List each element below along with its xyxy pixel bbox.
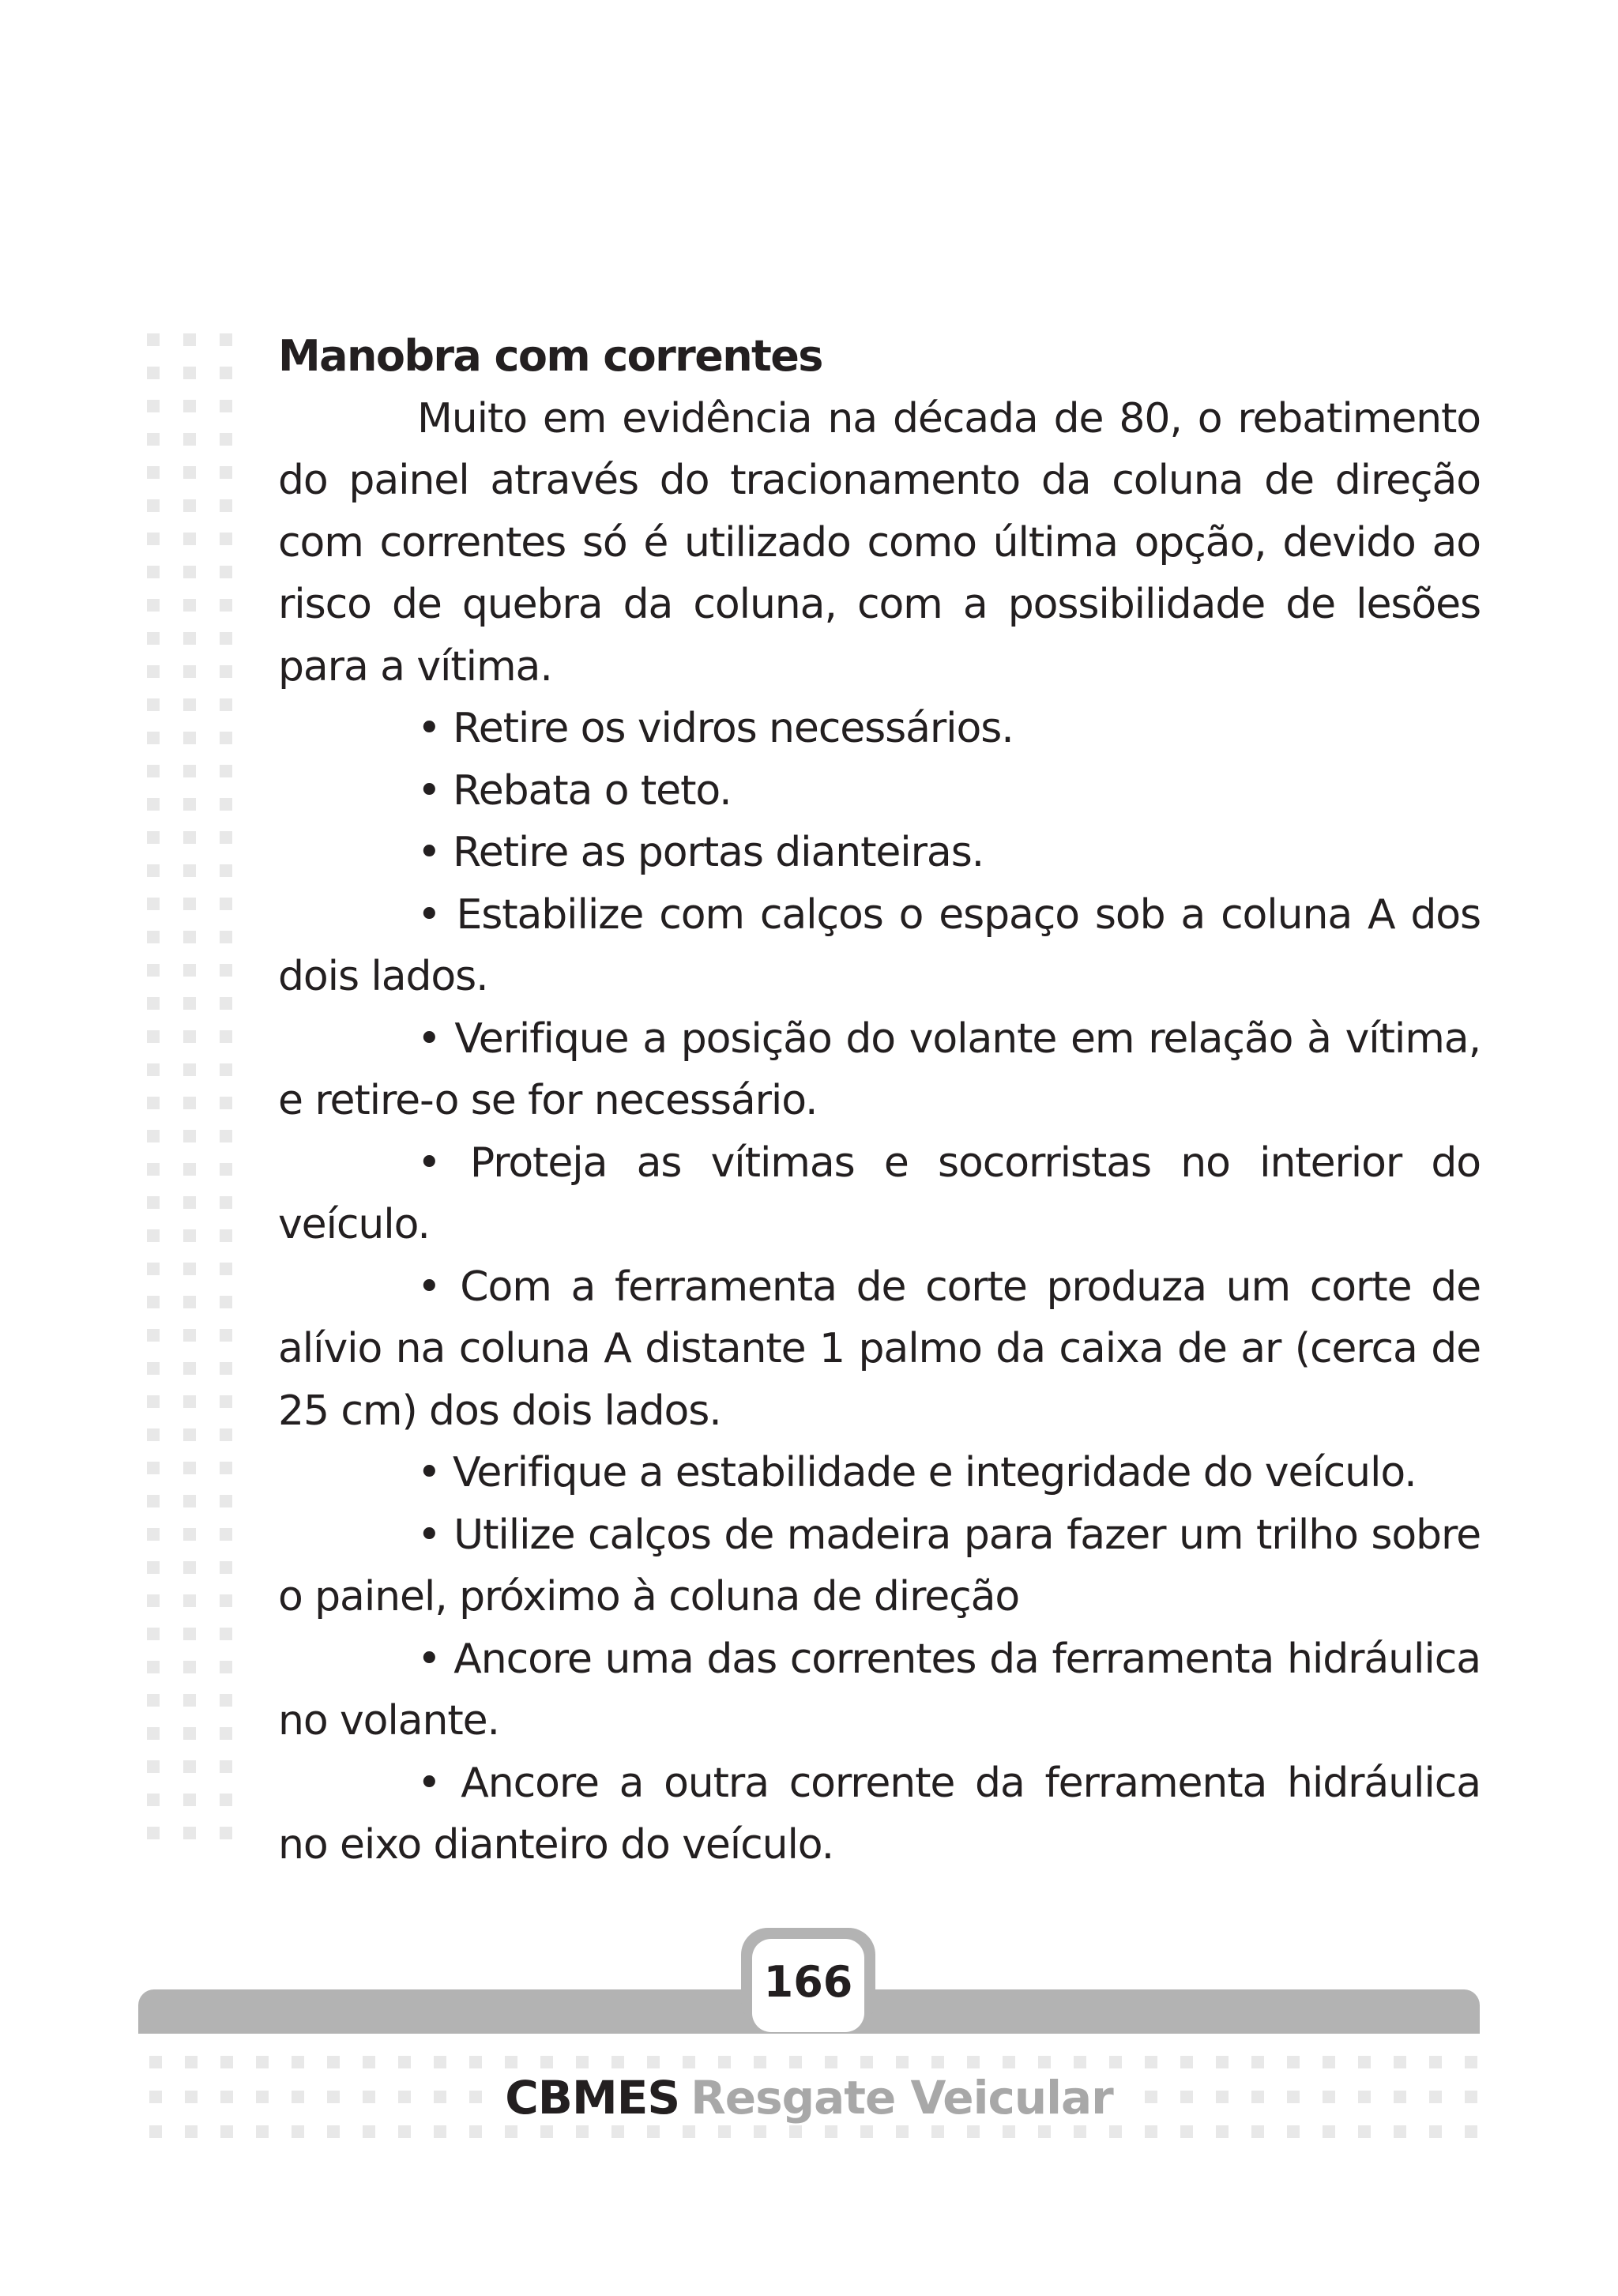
decor-square — [220, 333, 232, 346]
decor-square — [147, 1030, 160, 1043]
decor-square — [220, 765, 232, 777]
decor-square — [183, 1329, 196, 1342]
decor-square — [1251, 2056, 1264, 2068]
decor-square — [147, 1395, 160, 1408]
decor-square — [469, 2056, 482, 2068]
decor-square — [220, 831, 232, 844]
decor-square — [718, 2125, 731, 2138]
decor-square — [147, 1163, 160, 1176]
decor-square — [220, 1628, 232, 1640]
decor-square — [505, 2125, 517, 2138]
decor-square — [1145, 2056, 1157, 2068]
decor-square — [1465, 2056, 1477, 2068]
step-item: • Estabilize com calços o espaço sob a coluna A dos dois lados. — [278, 890, 1481, 1000]
decor-square — [147, 367, 160, 379]
step-item: • Retire os vidros necessários. — [417, 705, 1014, 752]
decor-square — [183, 1694, 196, 1707]
decor-square — [220, 1661, 232, 1673]
decor-square — [183, 1594, 196, 1607]
decor-square — [147, 1661, 160, 1673]
decor-square — [647, 2125, 660, 2138]
decor-square — [147, 1196, 160, 1209]
decor-square — [1251, 2125, 1264, 2138]
decor-square — [147, 1827, 160, 1839]
decor-square — [292, 2056, 304, 2068]
page-number: 166 — [752, 1939, 864, 2032]
decor-square — [540, 2125, 553, 2138]
decor-square — [220, 499, 232, 512]
decor-square — [147, 1760, 160, 1773]
decor-square — [183, 931, 196, 943]
decor-square — [220, 1561, 232, 1574]
decor-square — [1003, 2056, 1015, 2068]
decor-square — [789, 2125, 802, 2138]
decor-square — [1074, 2056, 1086, 2068]
decor-square — [183, 1030, 196, 1043]
decor-square — [220, 1827, 232, 1839]
decor-square — [147, 1229, 160, 1242]
decor-square — [183, 1528, 196, 1541]
decor-square — [147, 1362, 160, 1375]
decor-square — [147, 732, 160, 744]
decor-square — [1358, 2056, 1371, 2068]
decor-square — [220, 1030, 232, 1043]
footer-brand: CBMES — [505, 2071, 680, 2125]
decor-square — [1216, 2056, 1229, 2068]
footer-title-wrap — [491, 2070, 1127, 2125]
decor-square — [220, 566, 232, 578]
decor-square — [147, 1495, 160, 1507]
decor-square — [147, 1528, 160, 1541]
decor-square — [220, 2125, 233, 2138]
decor-square — [183, 566, 196, 578]
decor-square — [147, 1063, 160, 1076]
decor-square — [183, 599, 196, 612]
decor-square — [967, 2125, 980, 2138]
decor-square — [183, 732, 196, 744]
decor-square — [825, 2056, 837, 2068]
decor-square — [183, 1462, 196, 1474]
decor-square — [147, 1794, 160, 1806]
decor-square — [860, 2125, 873, 2138]
decor-square — [611, 2056, 624, 2068]
decor-square — [147, 1097, 160, 1109]
decor-square — [220, 2056, 233, 2068]
decor-square — [220, 698, 232, 711]
decor-square — [220, 1329, 232, 1342]
decor-square — [1180, 2125, 1193, 2138]
step-item: • Verifique a estabilidade e integridade do veículo. — [417, 1449, 1417, 1496]
decor-square — [1038, 2056, 1051, 2068]
decor-square — [147, 632, 160, 645]
decor-square — [220, 1130, 232, 1142]
decor-square — [1109, 2125, 1122, 2138]
decor-square — [147, 499, 160, 512]
decor-square — [220, 433, 232, 446]
decor-square — [147, 1462, 160, 1474]
decor-square — [183, 367, 196, 379]
decor-square — [220, 533, 232, 545]
decor-square — [1180, 2056, 1193, 2068]
decor-square — [183, 831, 196, 844]
decor-square — [220, 1163, 232, 1176]
decor-square — [220, 1395, 232, 1408]
decor-square — [183, 1628, 196, 1640]
intro-paragraph: Muito em evidência na década de 80, o rebatimento do painel através do tracionamento da coluna de direção com correntes só é utilizado como última opção, devido ao risco de quebra da coluna, com a possibilidade de lesões para a vítima. — [278, 394, 1481, 691]
decor-square — [183, 1163, 196, 1176]
decor-square — [183, 1229, 196, 1242]
decor-square — [183, 433, 196, 446]
decor-square — [896, 2056, 909, 2068]
decor-square — [183, 1561, 196, 1574]
decor-square — [789, 2056, 802, 2068]
step-item: • Rebata o teto. — [417, 766, 732, 815]
decor-square — [183, 665, 196, 678]
decor-square — [149, 2056, 162, 2068]
decor-square — [220, 1462, 232, 1474]
decor-square — [147, 466, 160, 479]
decor-square — [220, 367, 232, 379]
decor-square — [147, 533, 160, 545]
decor-square — [220, 1727, 232, 1740]
decor-square — [1038, 2125, 1051, 2138]
decor-square — [147, 864, 160, 877]
decor-square — [183, 1428, 196, 1441]
decor-square — [363, 2056, 375, 2068]
step-item: • Utilize calços de madeira para fazer um trilho sobre o painel, próximo à coluna de direção — [278, 1511, 1481, 1620]
decor-square — [147, 1561, 160, 1574]
decor-square — [220, 1428, 232, 1441]
decor-square — [1429, 2056, 1442, 2068]
decor-square — [220, 400, 232, 412]
section-heading: Manobra com correntes — [278, 331, 822, 381]
decor-square — [183, 400, 196, 412]
decor-square — [147, 333, 160, 346]
decor-square — [469, 2125, 482, 2138]
decor-square — [183, 1760, 196, 1773]
decor-square — [220, 1528, 232, 1541]
decor-square — [183, 798, 196, 811]
decor-square — [220, 1263, 232, 1275]
decor-square — [220, 798, 232, 811]
decor-square — [220, 732, 232, 744]
decor-square — [754, 2056, 766, 2068]
decor-square — [183, 1130, 196, 1142]
decor-square — [147, 898, 160, 910]
decor-square — [147, 1428, 160, 1441]
decor-square — [576, 2056, 589, 2068]
decor-square — [220, 1495, 232, 1507]
decor-square — [434, 2056, 446, 2068]
decor-square — [1323, 2056, 1335, 2068]
decor-square — [147, 400, 160, 412]
decor-square — [183, 632, 196, 645]
decor-square — [1074, 2125, 1086, 2138]
decor-square — [256, 2056, 269, 2068]
decor-square — [967, 2056, 980, 2068]
decor-square — [860, 2056, 873, 2068]
decor-square — [220, 1063, 232, 1076]
decor-square — [147, 1130, 160, 1142]
decor-square — [183, 698, 196, 711]
decor-square — [1394, 2125, 1406, 2138]
decor-square — [1323, 2125, 1335, 2138]
step-item: • Retire as portas dianteiras. — [417, 829, 984, 876]
decor-square — [825, 2125, 837, 2138]
decor-square — [183, 1395, 196, 1408]
decor-square — [220, 1594, 232, 1607]
decor-square — [398, 2056, 411, 2068]
decor-square — [183, 997, 196, 1010]
decor-square — [1287, 2125, 1300, 2138]
decor-square — [183, 765, 196, 777]
decor-square — [147, 566, 160, 578]
decor-square — [1358, 2125, 1371, 2138]
decor-square — [147, 831, 160, 844]
decor-square — [1216, 2125, 1229, 2138]
decor-square — [183, 1362, 196, 1375]
decor-square — [220, 1296, 232, 1308]
decor-square — [147, 765, 160, 777]
decor-square — [147, 1263, 160, 1275]
decor-square — [183, 964, 196, 977]
decor-square — [147, 1628, 160, 1640]
decor-square — [220, 1097, 232, 1109]
decor-square — [1287, 2056, 1300, 2068]
decor-square — [183, 864, 196, 877]
decor-square — [220, 997, 232, 1010]
decor-square — [147, 798, 160, 811]
decor-square — [220, 665, 232, 678]
decor-square — [147, 665, 160, 678]
decor-square — [256, 2125, 269, 2138]
decor-square — [183, 1263, 196, 1275]
decor-square — [147, 698, 160, 711]
decor-square — [931, 2056, 944, 2068]
decor-square — [183, 1727, 196, 1740]
decor-square — [183, 1097, 196, 1109]
decor-square — [147, 1727, 160, 1740]
decor-square — [1145, 2125, 1157, 2138]
step-item: • Ancore uma das correntes da ferramenta hidráulica no volante. — [278, 1635, 1481, 1745]
decor-square — [220, 898, 232, 910]
left-margin-decoration — [144, 333, 246, 1866]
decor-square — [683, 2125, 695, 2138]
decor-square — [220, 599, 232, 612]
decor-square — [183, 1495, 196, 1507]
decor-square — [754, 2125, 766, 2138]
decor-square — [147, 1594, 160, 1607]
decor-square — [183, 1794, 196, 1806]
decor-square — [147, 1694, 160, 1707]
decor-square — [363, 2125, 375, 2138]
decor-square — [183, 466, 196, 479]
footer-title — [0, 2070, 1618, 2125]
decor-square — [183, 1196, 196, 1209]
step-item: • Com a ferramenta de corte produza um corte de alívio na coluna A distante 1 palmo da caixa de ar (cerca de 25 cm) dos dois lados. — [278, 1263, 1481, 1435]
decor-square — [220, 1694, 232, 1707]
decor-square — [185, 2056, 198, 2068]
decor-square — [647, 2056, 660, 2068]
step-item: • Proteja as vítimas e socorristas no interior do veículo. — [278, 1139, 1481, 1248]
decor-square — [147, 599, 160, 612]
decor-square — [220, 1229, 232, 1242]
decor-square — [683, 2056, 695, 2068]
decor-square — [434, 2125, 446, 2138]
decor-square — [220, 864, 232, 877]
decor-square — [147, 964, 160, 977]
decor-square — [220, 931, 232, 943]
decor-square — [576, 2125, 589, 2138]
decor-square — [718, 2056, 731, 2068]
decor-square — [1394, 2056, 1406, 2068]
decor-square — [220, 632, 232, 645]
decor-square — [147, 997, 160, 1010]
decor-square — [611, 2125, 624, 2138]
page-content — [278, 326, 1481, 1876]
decor-square — [220, 466, 232, 479]
decor-square — [183, 1296, 196, 1308]
decor-square — [147, 1329, 160, 1342]
decor-square — [183, 533, 196, 545]
decor-square — [398, 2125, 411, 2138]
decor-square — [183, 1063, 196, 1076]
decor-square — [540, 2056, 553, 2068]
decor-square — [183, 1661, 196, 1673]
decor-square — [1003, 2125, 1015, 2138]
decor-square — [147, 1296, 160, 1308]
decor-square — [505, 2056, 517, 2068]
decor-square — [185, 2125, 198, 2138]
page-number-badge — [741, 1928, 875, 2027]
decor-square — [220, 1196, 232, 1209]
step-item: • Ancore a outra corrente da ferramenta hidráulica no eixo dianteiro do veículo. — [278, 1759, 1481, 1869]
decor-square — [1465, 2125, 1477, 2138]
decor-square — [220, 964, 232, 977]
decor-square — [931, 2125, 944, 2138]
footer-subtitle: Resgate Veicular — [690, 2071, 1113, 2125]
decor-square — [220, 1760, 232, 1773]
decor-square — [147, 433, 160, 446]
decor-square — [327, 2056, 340, 2068]
decor-square — [149, 2125, 162, 2138]
decor-square — [1109, 2056, 1122, 2068]
decor-square — [183, 333, 196, 346]
decor-square — [327, 2125, 340, 2138]
decor-square — [220, 1362, 232, 1375]
decor-square — [1429, 2125, 1442, 2138]
step-item: • Verifique a posição do volante em relação à vítima, e retire-o se for necessário. — [278, 1014, 1481, 1124]
decor-square — [183, 1827, 196, 1839]
decor-square — [896, 2125, 909, 2138]
decor-square — [147, 931, 160, 943]
decor-square — [220, 1794, 232, 1806]
decor-square — [183, 898, 196, 910]
decor-square — [292, 2125, 304, 2138]
decor-square — [183, 499, 196, 512]
